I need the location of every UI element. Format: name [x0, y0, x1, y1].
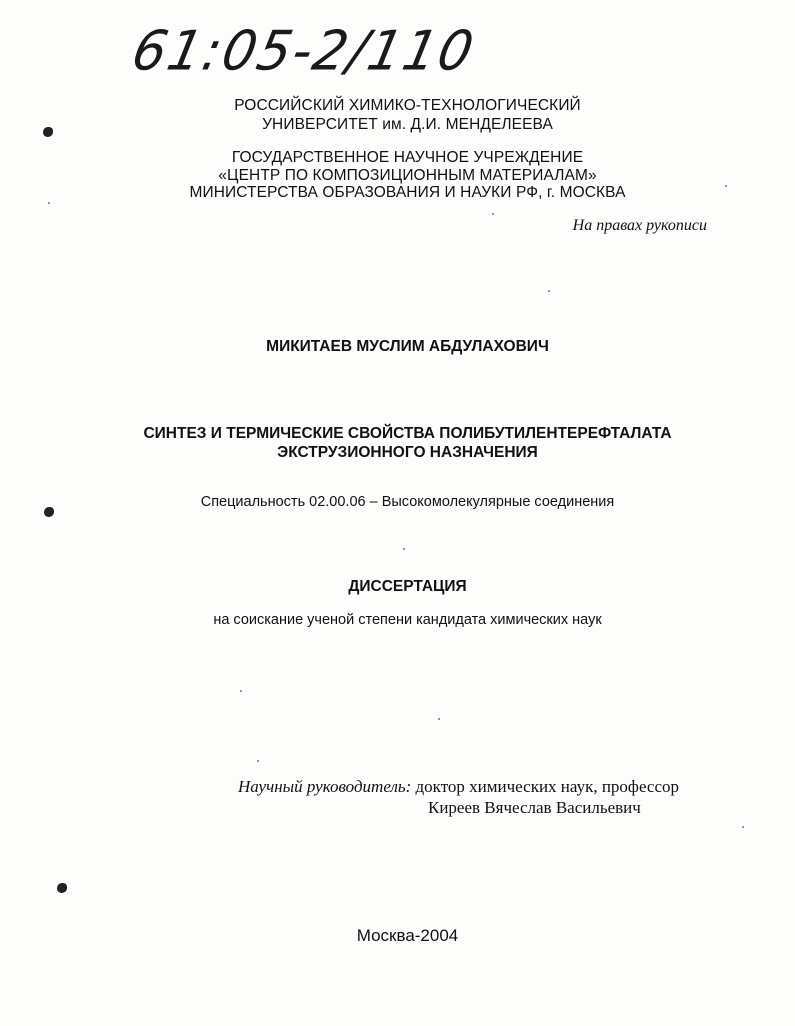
punch-hole-mark [57, 883, 67, 893]
author-name: МИКИТАЕВ МУСЛИМ АБДУЛАХОВИЧ [266, 338, 549, 355]
institution-line-1: ГОСУДАРСТВЕННОЕ НАУЧНОЕ УЧРЕЖДЕНИЕ [231, 149, 584, 166]
scan-speck [742, 826, 744, 828]
punch-hole-mark [43, 127, 53, 137]
institution-line-3: МИНИСТЕРСТВА ОБРАЗОВАНИЯ И НАУКИ РФ, г. МОСКВА [189, 184, 626, 201]
manuscript-rights-note: На правах рукописи [572, 217, 707, 234]
handwritten-archive-number: 61:05-2/110 [126, 20, 481, 83]
scan-speck [257, 760, 259, 762]
supervisor-name: Киреев Вячеслав Васильевич [428, 798, 641, 817]
scan-speck [438, 718, 440, 720]
scan-speck [492, 213, 494, 215]
city-year: Москва-2004 [356, 926, 459, 945]
scan-speck [725, 185, 727, 187]
punch-hole-mark [44, 507, 54, 517]
document-type: ДИССЕРТАЦИЯ [348, 578, 467, 595]
dissertation-title [0, 424, 795, 462]
scan-speck [240, 690, 242, 692]
university-line-2: УНИВЕРСИТЕТ им. Д.И. МЕНДЕЛЕЕВА [262, 116, 553, 133]
title-line-2: ЭКСТРУЗИОННОГО НАЗНАЧЕНИЯ [277, 444, 538, 461]
supervisor-credentials: доктор химических наук, профессор [411, 777, 680, 796]
scan-speck [548, 290, 550, 292]
specialty: Специальность 02.00.06 – Высокомолекулярные соединения [200, 494, 615, 510]
scan-speck [48, 202, 50, 204]
title-line-1: СИНТЕЗ И ТЕРМИЧЕСКИЕ СВОЙСТВА ПОЛИБУТИЛЕНТЕРЕФТАЛАТА [143, 425, 672, 442]
scan-speck [403, 548, 405, 550]
degree-statement: на соискание ученой степени кандидата химических наук [213, 612, 602, 628]
institution-line-2: «ЦЕНТР ПО КОМПОЗИЦИОННЫМ МАТЕРИАЛАМ» [218, 167, 597, 184]
university-line-1: РОССИЙСКИЙ ХИМИКО-ТЕХНОЛОГИЧЕСКИЙ [234, 97, 581, 114]
supervisor-line [238, 777, 679, 797]
supervisor-role: Научный руководитель: [238, 777, 412, 796]
